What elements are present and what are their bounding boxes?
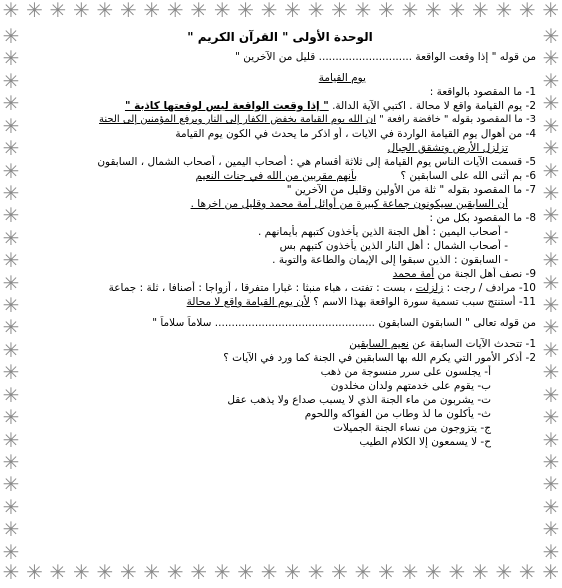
border-ornament-icon: ✳: [542, 562, 560, 584]
question-9: [24, 267, 536, 281]
question-text: 6- بم أثنى الله على السابقين ؟: [400, 170, 536, 182]
answer-text: " إذا وقعت الواقعة ليس لوقعتها كاذبة ": [124, 100, 329, 112]
border-ornament-icon: ✳: [2, 360, 20, 385]
answer-text: لأن يوم القيامة واقع لا محالة: [186, 296, 310, 308]
pair-item: أزواجا : أصنافا: [168, 282, 231, 294]
list-item: ح- لا يسمعون إلا الكلام الطيب: [359, 436, 491, 448]
section-intro: من قوله " إذا وقعت الواقعة ............................ قليل من الآخرين ": [235, 51, 536, 63]
border-ornament-icon: ✳: [542, 26, 560, 48]
question-text: 5- قسمت الآيات الناس يوم القيامة إلى ثلاثة أقسام هي : أصحاب اليمين ، أصحاب الشمال ، السابقون: [97, 156, 536, 168]
border-ornament-icon: ✳: [2, 315, 20, 340]
border-ornament-icon: ✳: [542, 225, 560, 250]
border-ornament-icon: ✳: [542, 494, 560, 519]
border-ornament-icon: ✳: [307, 562, 325, 584]
border-ornament-icon: ✳: [542, 337, 560, 362]
pair-item: هباء منبثا : غبارا متفرقا: [241, 282, 342, 294]
question-text: 4- من أهوال يوم القيامة الواردة في الايات ، أو اذكر ما يحدث في الكون يوم القيامة: [175, 128, 536, 140]
border-ornament-icon: ✳: [354, 0, 372, 22]
border-ornament-icon: ✳: [542, 68, 560, 93]
border-ornament-icon: ✳: [284, 562, 301, 584]
list-item: - السابقون : الذين سبقوا إلى الإيمان والطاعة والتوبة .: [272, 254, 508, 266]
question-3: [24, 113, 536, 127]
pair-item: بست : تفتت: [351, 282, 406, 294]
pair-item: زلزلت: [415, 282, 444, 294]
border-ornament-icon: ✳: [542, 203, 560, 228]
border-ornament-icon: ✳: [542, 427, 560, 452]
question-1: [24, 85, 536, 99]
border-ornament-icon: ✳: [2, 517, 20, 542]
border-ornament-icon: ✳: [542, 472, 560, 497]
border-ornament-icon: ✳: [49, 0, 67, 22]
pair-item: ثلة : جماعة: [108, 282, 159, 294]
answer-text: أن السابقين سيكونون جماعة كبيرة من أوائل أمة محمد وقليل من اخرها .: [190, 198, 508, 210]
ornamental-border-right: [540, 26, 562, 562]
border-ornament-icon: ✳: [542, 315, 560, 340]
border-ornament-icon: ✳: [378, 0, 395, 22]
border-ornament-icon: ✳: [213, 562, 231, 584]
border-ornament-icon: ✳: [237, 562, 255, 584]
border-ornament-icon: ✳: [2, 427, 20, 452]
border-ornament-icon: ✳: [2, 0, 20, 22]
border-ornament-icon: ✳: [425, 562, 442, 584]
border-ornament-icon: ✳: [2, 225, 20, 250]
question-2: [24, 99, 536, 113]
border-ornament-icon: ✳: [471, 562, 489, 584]
border-ornament-icon: ✳: [2, 405, 20, 430]
border-ornament-icon: ✳: [542, 360, 560, 385]
worksheet-content: [24, 28, 536, 560]
border-ornament-icon: ✳: [2, 382, 20, 407]
border-ornament-icon: ✳: [542, 270, 560, 295]
border-ornament-icon: ✳: [166, 0, 184, 22]
border-ornament-icon: ✳: [495, 562, 513, 584]
section-intro: من قوله تعالى " السابقون السابقون ................................................ سلاماً سلاماً ": [152, 317, 536, 329]
ornamental-border-left: [0, 26, 22, 562]
border-ornament-icon: ✳: [401, 562, 419, 584]
question-text: 2- أذكر الأمور التي يكرم الله بها السابقين في الجنة كما ورد في الآيات ؟: [223, 352, 536, 364]
question-text: 10- مرادف / رجت :: [446, 282, 536, 294]
border-ornament-icon: ✳: [425, 0, 442, 22]
border-ornament-icon: ✳: [49, 562, 67, 584]
border-ornament-icon: ✳: [2, 293, 20, 318]
list-item: - أصحاب الشمال : أهل النار الذين يأخذون كتبهم بس: [279, 240, 508, 252]
border-ornament-icon: ✳: [2, 180, 20, 205]
border-ornament-icon: ✳: [542, 158, 560, 183]
border-ornament-icon: ✳: [542, 405, 560, 430]
border-ornament-icon: ✳: [2, 539, 20, 562]
list-item: ت- يشربون من ماء الجنة الذي لا يسبب صداع ولا يذهب عقل: [227, 394, 491, 406]
page-title: الوحدة الأولى " القرآن الكريم ": [187, 30, 373, 44]
list-item: ث- يأكلون ما لذ وطاب من الفواكه واللحوم: [304, 408, 491, 420]
border-ornament-icon: ✳: [542, 248, 560, 273]
border-ornament-icon: ✳: [2, 113, 20, 138]
border-ornament-icon: ✳: [542, 91, 560, 116]
border-ornament-icon: ✳: [190, 562, 208, 584]
border-ornament-icon: ✳: [190, 0, 208, 22]
border-ornament-icon: ✳: [96, 0, 114, 22]
border-ornament-icon: ✳: [542, 0, 560, 22]
border-ornament-icon: ✳: [542, 113, 560, 138]
ornamental-border-bottom: [0, 562, 562, 588]
border-ornament-icon: ✳: [495, 0, 513, 22]
border-ornament-icon: ✳: [2, 68, 20, 93]
question-8: [24, 211, 536, 225]
border-ornament-icon: ✳: [542, 539, 560, 562]
border-ornament-icon: ✳: [96, 562, 114, 584]
answer-text: ان الله يوم القيامة يخفض الكفار إلى النار ويرفع المؤمنين إلى الجنة: [99, 114, 376, 125]
question-4-answer: [24, 141, 536, 155]
border-ornament-icon: ✳: [448, 0, 466, 22]
border-ornament-icon: ✳: [73, 0, 90, 22]
border-ornament-icon: ✳: [143, 562, 161, 584]
list-item: ج- يتزوجون من نساء الجنة الجميلات: [333, 422, 491, 434]
question-text: 9- نصف أهل الجنة من: [437, 268, 536, 280]
border-ornament-icon: ✳: [354, 562, 372, 584]
ornamental-border-top: [0, 0, 562, 26]
question-1-answer: [24, 71, 536, 85]
border-ornament-icon: ✳: [260, 562, 278, 584]
border-ornament-icon: ✳: [26, 562, 43, 584]
border-ornament-icon: ✳: [260, 0, 278, 22]
question-1: [24, 337, 536, 351]
border-ornament-icon: ✳: [542, 450, 560, 475]
answer-text: أمة محمد: [392, 268, 435, 280]
question-text: 11- أستنتج سبب تسمية سورة الواقعة بهذا الاسم ؟: [313, 296, 536, 308]
answer-text: تزلزل الأرض وتشقق الجبال: [387, 142, 508, 154]
border-ornament-icon: ✳: [213, 0, 231, 22]
answer-text: يوم القيامة: [318, 72, 366, 84]
border-ornament-icon: ✳: [2, 494, 20, 519]
list-item: ب- يقوم على خدمتهم ولدان مخلدون: [330, 380, 491, 392]
question-text: 1- تتحدث الآيات السابقة عن: [412, 338, 536, 350]
question-text: 2- يوم القيامة واقع لا محالة . اكتبي الآية الدالة.: [332, 100, 536, 112]
border-ornament-icon: ✳: [119, 562, 137, 584]
border-ornament-icon: ✳: [331, 562, 348, 584]
border-ornament-icon: ✳: [542, 136, 560, 161]
border-ornament-icon: ✳: [2, 91, 20, 116]
border-ornament-icon: ✳: [401, 0, 419, 22]
question-text: 3- ما المقصود بقوله " خافضة رافعة ": [379, 114, 536, 125]
border-ornament-icon: ✳: [26, 0, 43, 22]
border-ornament-icon: ✳: [2, 472, 20, 497]
question-10: 10- مرادف / رجت : زلزلت ، بست : تفتت ، هباء منبثا : غبارا متفرقا ، أزواجا : أصنافا ، ثلة : جماعة: [108, 282, 536, 294]
border-ornament-icon: ✳: [237, 0, 255, 22]
answer-text: بأنهم مقربين من الله في جنات النعيم: [195, 170, 358, 182]
border-ornament-icon: ✳: [542, 382, 560, 407]
list-item: أ- يجلسون على سرر منسوجة من ذهب: [320, 366, 491, 378]
border-ornament-icon: ✳: [2, 46, 20, 71]
border-ornament-icon: ✳: [542, 517, 560, 542]
list-item: - أصحاب اليمين : أهل الجنة الذين يأخذون كتبهم بأيمانهم .: [257, 226, 508, 238]
border-ornament-icon: ✳: [2, 158, 20, 183]
question-7-answer: [24, 197, 536, 211]
border-ornament-icon: ✳: [542, 180, 560, 205]
border-ornament-icon: ✳: [542, 293, 560, 318]
border-ornament-icon: ✳: [2, 562, 20, 584]
border-ornament-icon: ✳: [471, 0, 489, 22]
border-ornament-icon: ✳: [166, 562, 184, 584]
border-ornament-icon: ✳: [448, 562, 466, 584]
question-4: [24, 127, 536, 141]
question-11: [24, 295, 536, 309]
question-7: [24, 183, 536, 197]
question-text: 8- ما المقصود بكل من :: [429, 212, 536, 224]
border-ornament-icon: ✳: [331, 0, 348, 22]
answer-text: نعيم السابقين: [349, 338, 409, 350]
question-5: [24, 155, 536, 169]
question-text: 1- ما المقصود بالواقعة :: [429, 86, 536, 98]
border-ornament-icon: ✳: [2, 450, 20, 475]
border-ornament-icon: ✳: [2, 270, 20, 295]
border-ornament-icon: ✳: [284, 0, 301, 22]
border-ornament-icon: ✳: [542, 46, 560, 71]
border-ornament-icon: ✳: [378, 562, 395, 584]
border-ornament-icon: ✳: [518, 0, 536, 22]
border-ornament-icon: ✳: [143, 0, 161, 22]
border-ornament-icon: ✳: [2, 337, 20, 362]
question-2: [24, 351, 536, 365]
border-ornament-icon: ✳: [2, 136, 20, 161]
border-ornament-icon: ✳: [307, 0, 325, 22]
border-ornament-icon: ✳: [2, 248, 20, 273]
question-6: [24, 169, 536, 183]
question-text: 7- ما المقصود بقوله " ثلة من الأولين وقليل من الآخرين ": [286, 184, 536, 196]
border-ornament-icon: ✳: [119, 0, 137, 22]
border-ornament-icon: ✳: [2, 203, 20, 228]
border-ornament-icon: ✳: [2, 26, 20, 48]
border-ornament-icon: ✳: [73, 562, 90, 584]
border-ornament-icon: ✳: [518, 562, 536, 584]
